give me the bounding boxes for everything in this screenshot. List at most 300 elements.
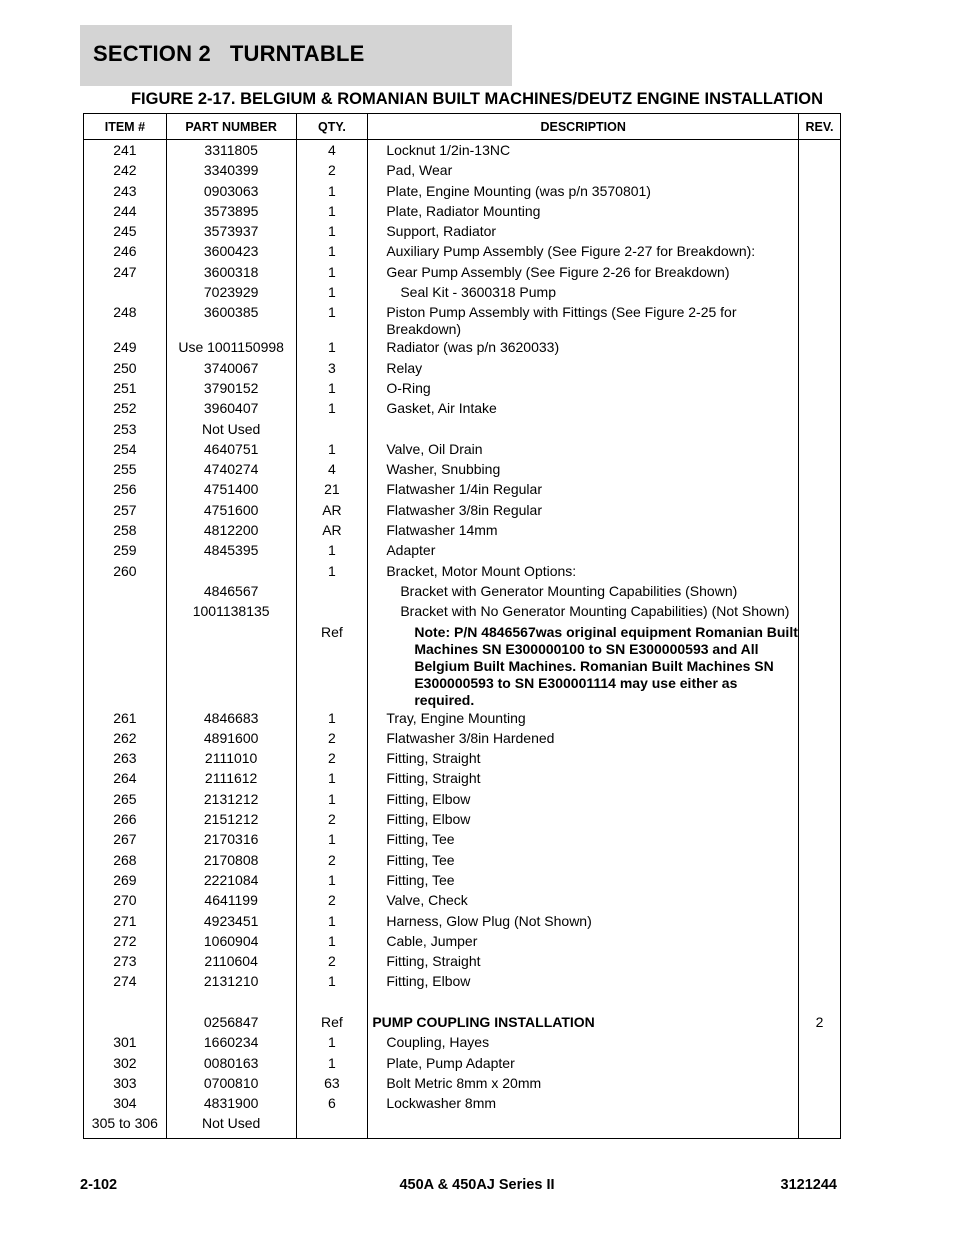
qty-cell: 1 xyxy=(296,871,368,891)
item-number-cell xyxy=(84,602,167,622)
description-cell xyxy=(368,338,799,358)
table-row xyxy=(84,972,841,992)
description-text: Plate, Radiator Mounting xyxy=(386,202,541,219)
rev-cell xyxy=(799,790,841,810)
item-number-cell: 254 xyxy=(84,440,167,460)
part-number-cell: 2170808 xyxy=(166,851,296,871)
qty-cell xyxy=(296,602,368,622)
description-text: Pad, Wear xyxy=(386,162,453,179)
rev-cell xyxy=(799,541,841,561)
item-number-cell: 246 xyxy=(84,242,167,262)
description-text: Fitting, Elbow xyxy=(386,790,471,807)
rev-cell xyxy=(799,851,841,871)
rev-cell xyxy=(799,1074,841,1094)
description-cell xyxy=(368,932,799,952)
table-row xyxy=(84,202,841,222)
description-cell xyxy=(368,202,799,222)
description-text: Flatwasher 14mm xyxy=(386,522,498,539)
part-number-cell: 3600385 xyxy=(166,303,296,338)
description-cell xyxy=(368,1114,799,1138)
rev-cell xyxy=(799,1094,841,1114)
section-header xyxy=(80,25,512,86)
parts-table-body xyxy=(84,140,841,1139)
table-row xyxy=(84,912,841,932)
part-number-cell: 3960407 xyxy=(166,399,296,419)
rev-cell xyxy=(799,602,841,622)
item-number-cell: 248 xyxy=(84,303,167,338)
table-row xyxy=(84,932,841,952)
table-row xyxy=(84,379,841,399)
table-row xyxy=(84,521,841,541)
part-number-cell: 4923451 xyxy=(166,912,296,932)
item-number-cell: 265 xyxy=(84,790,167,810)
item-number-cell xyxy=(84,1013,167,1033)
item-number-cell: 305 to 306 xyxy=(84,1114,167,1138)
item-number-cell: 262 xyxy=(84,729,167,749)
table-row xyxy=(84,222,841,242)
description-cell xyxy=(368,1074,799,1094)
item-number-cell: 244 xyxy=(84,202,167,222)
item-number-cell: 304 xyxy=(84,1094,167,1114)
qty-cell: 1 xyxy=(296,830,368,850)
part-number-cell: 4891600 xyxy=(166,729,296,749)
qty-cell: 6 xyxy=(296,1094,368,1114)
qty-cell: 3 xyxy=(296,359,368,379)
item-number-cell: 253 xyxy=(84,420,167,440)
table-row xyxy=(84,480,841,500)
description-text: Fitting, Tee xyxy=(386,871,455,888)
part-number-cell: 0080163 xyxy=(166,1054,296,1074)
item-number-cell: 266 xyxy=(84,810,167,830)
rev-cell xyxy=(799,359,841,379)
description-text: Adapter xyxy=(386,542,436,559)
description-cell xyxy=(368,222,799,242)
qty-cell: 1 xyxy=(296,338,368,358)
qty-cell: 1 xyxy=(296,769,368,789)
part-number-cell: 0256847 xyxy=(166,1013,296,1033)
description-cell xyxy=(368,242,799,262)
qty-cell: 2 xyxy=(296,729,368,749)
table-row xyxy=(84,871,841,891)
description-text: Harness, Glow Plug (Not Shown) xyxy=(386,912,592,929)
table-row xyxy=(84,460,841,480)
part-number-cell: 3573895 xyxy=(166,202,296,222)
description-cell xyxy=(368,541,799,561)
description-cell xyxy=(368,420,799,440)
description-text: Cable, Jumper xyxy=(386,932,478,949)
part-number-cell: 4751400 xyxy=(166,480,296,500)
description-text: Plate, Engine Mounting (was p/n 3570801) xyxy=(386,182,651,199)
part-number-cell: Not Used xyxy=(166,420,296,440)
part-number-cell: 4845395 xyxy=(166,541,296,561)
description-text: Locknut 1/2in-13NC xyxy=(386,142,511,158)
description-text: Coupling, Hayes xyxy=(386,1034,490,1051)
rev-cell xyxy=(799,1054,841,1074)
table-row xyxy=(84,1074,841,1094)
qty-cell: 2 xyxy=(296,891,368,911)
table-row xyxy=(84,1114,841,1138)
qty-cell: 2 xyxy=(296,810,368,830)
description-text: Piston Pump Assembly with Fittings (See Figure 2-25 for Breakdown) xyxy=(386,304,737,338)
part-number-cell: 4641199 xyxy=(166,891,296,911)
rev-cell xyxy=(799,972,841,992)
part-number-cell: 0903063 xyxy=(166,182,296,202)
rev-cell xyxy=(799,242,841,262)
description-text: Bracket, Motor Mount Options: xyxy=(386,562,577,579)
table-row xyxy=(84,140,841,162)
qty-cell: 1 xyxy=(296,222,368,242)
qty-cell: 4 xyxy=(296,460,368,480)
qty-cell: 1 xyxy=(296,303,368,338)
description-text: Fitting, Tee xyxy=(386,831,455,848)
description-text: Flatwasher 1/4in Regular xyxy=(386,481,542,498)
description-cell xyxy=(368,480,799,500)
qty-cell: 1 xyxy=(296,182,368,202)
description-text: Tray, Engine Mounting xyxy=(386,709,526,726)
item-number-cell: 272 xyxy=(84,932,167,952)
part-number-cell: 4846683 xyxy=(166,709,296,729)
rev-cell xyxy=(799,769,841,789)
description-text: Fitting, Elbow xyxy=(386,973,471,990)
column-header-part-number: PART NUMBER xyxy=(166,114,296,140)
item-number-cell: 259 xyxy=(84,541,167,561)
description-cell xyxy=(368,952,799,972)
description-cell xyxy=(368,709,799,729)
part-number-cell xyxy=(166,623,296,709)
part-number-cell: 3740067 xyxy=(166,359,296,379)
table-row xyxy=(84,399,841,419)
item-number-cell: 260 xyxy=(84,562,167,582)
item-number-cell: 274 xyxy=(84,972,167,992)
rev-cell xyxy=(799,338,841,358)
part-number-cell: Use 1001150998 xyxy=(166,338,296,358)
qty-cell: 1 xyxy=(296,932,368,952)
qty-cell: 1 xyxy=(296,440,368,460)
description-cell xyxy=(368,972,799,992)
description-text: Support, Radiator xyxy=(386,223,497,240)
qty-cell: 1 xyxy=(296,399,368,419)
description-text: Gear Pump Assembly (See Figure 2-26 for Breakdown) xyxy=(386,263,730,280)
description-text: Note: P/N 4846567was original equipment Romanian Built Machines SN E300000100 to SN E300000593 and All Belgium Built Machines. Romanian Built Machines SN E300000593 to SN E300001114 may use either as required. xyxy=(414,623,798,708)
description-text: Auxiliary Pump Assembly (See Figure 2-27 for Breakdown): xyxy=(386,243,756,260)
item-number-cell: 251 xyxy=(84,379,167,399)
description-cell xyxy=(368,1094,799,1114)
rev-cell xyxy=(799,399,841,419)
description-cell xyxy=(368,283,799,303)
rev-cell xyxy=(799,303,841,338)
item-number-cell: 249 xyxy=(84,338,167,358)
table-row xyxy=(84,1054,841,1074)
qty-cell: 1 xyxy=(296,1054,368,1074)
qty-cell: Ref xyxy=(296,623,368,709)
part-number-cell xyxy=(166,562,296,582)
item-number-cell xyxy=(84,623,167,709)
item-number-cell: 268 xyxy=(84,851,167,871)
description-text: Radiator (was p/n 3620033) xyxy=(386,339,560,356)
rev-cell xyxy=(799,440,841,460)
rev-cell xyxy=(799,283,841,303)
qty-cell: Ref xyxy=(296,1013,368,1033)
table-row xyxy=(84,338,841,358)
rev-cell xyxy=(799,830,841,850)
description-cell xyxy=(368,440,799,460)
qty-cell: 1 xyxy=(296,242,368,262)
description-cell xyxy=(368,521,799,541)
item-number-cell: 301 xyxy=(84,1033,167,1053)
description-cell xyxy=(368,810,799,830)
part-number-cell: 2221084 xyxy=(166,871,296,891)
description-text: O-Ring xyxy=(386,379,431,396)
item-number-cell: 267 xyxy=(84,830,167,850)
item-number-cell xyxy=(84,993,167,1013)
rev-cell xyxy=(799,623,841,709)
rev-cell xyxy=(799,521,841,541)
column-header-rev: REV. xyxy=(799,114,841,140)
table-row xyxy=(84,993,841,1013)
description-cell xyxy=(368,993,799,1013)
description-cell xyxy=(368,161,799,181)
table-row xyxy=(84,440,841,460)
table-row xyxy=(84,420,841,440)
qty-cell: 1 xyxy=(296,790,368,810)
rev-cell xyxy=(799,952,841,972)
qty-cell: 1 xyxy=(296,541,368,561)
part-number-cell: 1660234 xyxy=(166,1033,296,1053)
part-number-cell: 4812200 xyxy=(166,521,296,541)
item-number-cell: 255 xyxy=(84,460,167,480)
description-text: Relay xyxy=(386,359,423,376)
qty-cell: 1 xyxy=(296,283,368,303)
rev-cell xyxy=(799,263,841,283)
item-number-cell: 263 xyxy=(84,749,167,769)
table-row xyxy=(84,242,841,262)
part-number-cell: 2111010 xyxy=(166,749,296,769)
item-number-cell: 302 xyxy=(84,1054,167,1074)
column-header-description: DESCRIPTION xyxy=(368,114,799,140)
table-row xyxy=(84,562,841,582)
description-text: Fitting, Straight xyxy=(386,953,481,970)
description-text: Fitting, Tee xyxy=(386,851,455,868)
item-number-cell: 264 xyxy=(84,769,167,789)
rev-cell xyxy=(799,202,841,222)
item-number-cell: 256 xyxy=(84,480,167,500)
rev-cell xyxy=(799,379,841,399)
item-number-cell: 269 xyxy=(84,871,167,891)
part-number-cell: 3573937 xyxy=(166,222,296,242)
part-number-cell xyxy=(166,993,296,1013)
item-number-cell: 252 xyxy=(84,399,167,419)
parts-table xyxy=(83,113,841,1139)
description-text: Gasket, Air Intake xyxy=(386,400,497,417)
description-cell xyxy=(368,303,799,338)
table-row xyxy=(84,359,841,379)
part-number-cell: 2131210 xyxy=(166,972,296,992)
rev-cell xyxy=(799,891,841,911)
description-cell xyxy=(368,501,799,521)
part-number-cell: 2131212 xyxy=(166,790,296,810)
description-text: Valve, Oil Drain xyxy=(386,440,483,457)
rev-cell: 2 xyxy=(799,1013,841,1033)
table-row xyxy=(84,623,841,709)
table-row xyxy=(84,1013,841,1033)
rev-cell xyxy=(799,810,841,830)
description-cell xyxy=(368,871,799,891)
description-cell xyxy=(368,602,799,622)
description-text: Seal Kit - 3600318 Pump xyxy=(400,284,556,301)
description-cell xyxy=(368,1013,799,1033)
qty-cell: 1 xyxy=(296,912,368,932)
item-number-cell: 250 xyxy=(84,359,167,379)
description-text: Flatwasher 3/8in Regular xyxy=(386,501,542,518)
qty-cell: 1 xyxy=(296,1033,368,1053)
rev-cell xyxy=(799,182,841,202)
part-number-cell: 4740274 xyxy=(166,460,296,480)
description-cell xyxy=(368,399,799,419)
description-text: Bolt Metric 8mm x 20mm xyxy=(386,1074,542,1091)
rev-cell xyxy=(799,562,841,582)
rev-cell xyxy=(799,912,841,932)
description-cell xyxy=(368,182,799,202)
qty-cell xyxy=(296,1114,368,1138)
item-number-cell: 257 xyxy=(84,501,167,521)
qty-cell: 2 xyxy=(296,749,368,769)
part-number-cell: 3790152 xyxy=(166,379,296,399)
table-row xyxy=(84,891,841,911)
part-number-cell: 2110604 xyxy=(166,952,296,972)
page-number: 2-102 xyxy=(80,1177,118,1193)
description-cell xyxy=(368,790,799,810)
table-row xyxy=(84,602,841,622)
description-cell xyxy=(368,830,799,850)
description-cell xyxy=(368,582,799,602)
table-row xyxy=(84,501,841,521)
qty-cell: 2 xyxy=(296,952,368,972)
description-text: Bracket with No Generator Mounting Capabilities) (Not Shown) xyxy=(400,603,790,620)
table-row xyxy=(84,1033,841,1053)
rev-cell xyxy=(799,420,841,440)
rev-cell xyxy=(799,1033,841,1053)
description-text: Plate, Pump Adapter xyxy=(386,1054,515,1071)
description-text: Bracket with Generator Mounting Capabilities (Shown) xyxy=(400,582,738,599)
rev-cell xyxy=(799,460,841,480)
part-number-cell: 2151212 xyxy=(166,810,296,830)
item-number-cell: 303 xyxy=(84,1074,167,1094)
part-number-cell: Not Used xyxy=(166,1114,296,1138)
qty-cell: 1 xyxy=(296,263,368,283)
rev-cell xyxy=(799,749,841,769)
part-number-cell: 1001138135 xyxy=(166,602,296,622)
part-number-cell: 4831900 xyxy=(166,1094,296,1114)
figure-title: FIGURE 2-17. BELGIUM & ROMANIAN BUILT MACHINES/DEUTZ ENGINE INSTALLATION xyxy=(130,90,824,108)
description-cell xyxy=(368,263,799,283)
item-number-cell: 261 xyxy=(84,709,167,729)
item-number-cell: 258 xyxy=(84,521,167,541)
qty-cell: 1 xyxy=(296,972,368,992)
doc-number: 3121244 xyxy=(780,1177,837,1193)
table-header-row xyxy=(84,114,841,140)
description-text: Washer, Snubbing xyxy=(386,461,501,478)
description-cell xyxy=(368,460,799,480)
table-row xyxy=(84,790,841,810)
description-cell xyxy=(368,851,799,871)
description-cell xyxy=(368,1054,799,1074)
table-row xyxy=(84,182,841,202)
table-row xyxy=(84,161,841,181)
table-row xyxy=(84,541,841,561)
table-row xyxy=(84,769,841,789)
qty-cell: 63 xyxy=(296,1074,368,1094)
rev-cell xyxy=(799,480,841,500)
rev-cell xyxy=(799,709,841,729)
table-row xyxy=(84,851,841,871)
qty-cell: 2 xyxy=(296,851,368,871)
rev-cell xyxy=(799,140,841,162)
part-number-cell: 3600423 xyxy=(166,242,296,262)
table-row xyxy=(84,582,841,602)
description-cell xyxy=(368,749,799,769)
column-header-item: ITEM # xyxy=(84,114,167,140)
rev-cell xyxy=(799,993,841,1013)
qty-cell: AR xyxy=(296,521,368,541)
qty-cell xyxy=(296,420,368,440)
item-number-cell xyxy=(84,283,167,303)
part-number-cell: 2111612 xyxy=(166,769,296,789)
table-row xyxy=(84,749,841,769)
rev-cell xyxy=(799,582,841,602)
part-number-cell: 2170316 xyxy=(166,830,296,850)
description-text: Fitting, Straight xyxy=(386,770,481,787)
rev-cell xyxy=(799,932,841,952)
description-cell xyxy=(368,359,799,379)
rev-cell xyxy=(799,501,841,521)
model-name: 450A & 450AJ Series II xyxy=(399,1177,555,1193)
item-number-cell: 242 xyxy=(84,161,167,181)
table-row xyxy=(84,729,841,749)
description-cell xyxy=(368,562,799,582)
description-cell xyxy=(368,769,799,789)
description-cell xyxy=(368,912,799,932)
part-number-cell: 3340399 xyxy=(166,161,296,181)
table-row xyxy=(84,709,841,729)
description-text: Flatwasher 3/8in Hardened xyxy=(386,729,555,746)
qty-cell xyxy=(296,993,368,1013)
item-number-cell: 270 xyxy=(84,891,167,911)
qty-cell: 21 xyxy=(296,480,368,500)
item-number-cell: 245 xyxy=(84,222,167,242)
rev-cell xyxy=(799,871,841,891)
qty-cell: AR xyxy=(296,501,368,521)
rev-cell xyxy=(799,161,841,181)
section-title: SECTION 2 TURNTABLE xyxy=(93,41,365,66)
description-cell xyxy=(368,729,799,749)
description-text: Lockwasher 8mm xyxy=(386,1095,497,1112)
description-text: Fitting, Elbow xyxy=(386,811,471,828)
part-number-cell: 0700810 xyxy=(166,1074,296,1094)
table-row xyxy=(84,810,841,830)
description-cell xyxy=(368,623,799,709)
qty-cell xyxy=(296,582,368,602)
description-text: Valve, Check xyxy=(386,892,468,909)
item-number-cell: 247 xyxy=(84,263,167,283)
qty-cell: 4 xyxy=(296,140,368,162)
qty-cell: 1 xyxy=(296,709,368,729)
description-cell xyxy=(368,379,799,399)
table-row xyxy=(84,263,841,283)
item-number-cell: 271 xyxy=(84,912,167,932)
rev-cell xyxy=(799,729,841,749)
description-cell xyxy=(368,1033,799,1053)
qty-cell: 1 xyxy=(296,202,368,222)
